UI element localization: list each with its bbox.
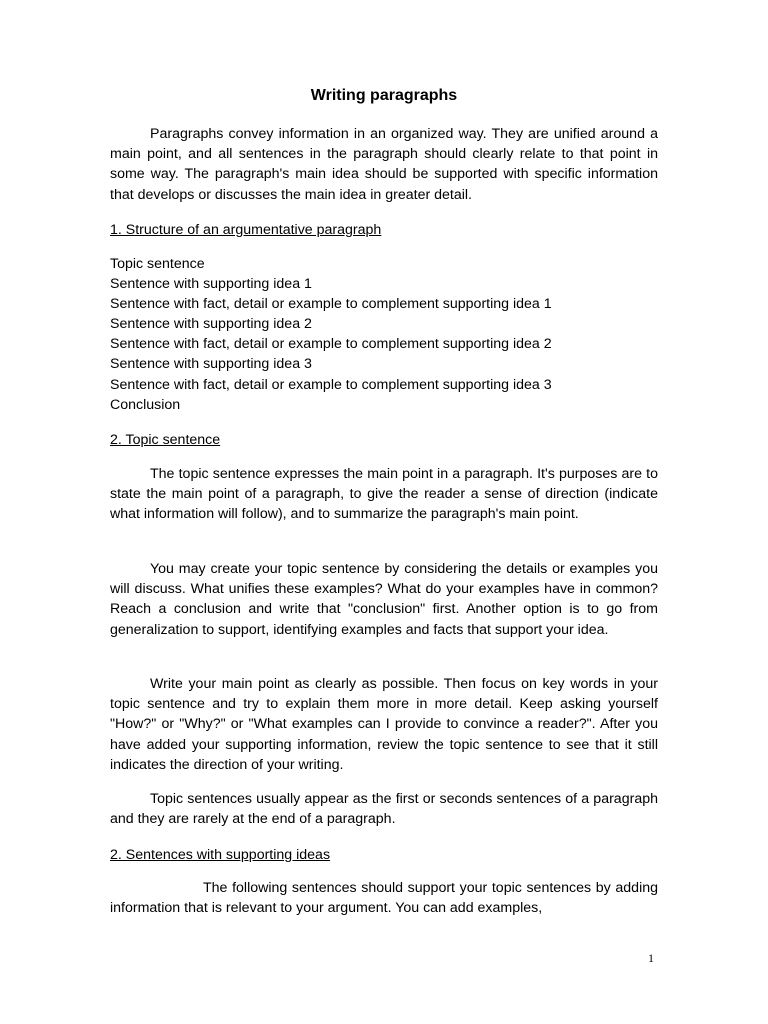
- page-number: 1: [648, 951, 654, 965]
- topic-sentence-paragraph-1: The topic sentence expresses the main point in a paragraph. It's purposes are to state the main point of a paragraph, to give the reader a sense of direction (indicate what information will follow), and to summarize the paragraph's main point.: [110, 466, 658, 523]
- list-item: Topic sentence: [110, 256, 205, 272]
- list-item: Sentence with supporting idea 1: [110, 276, 312, 293]
- list-item: Sentence with fact, detail or example to complement supporting idea 1: [110, 296, 552, 313]
- topic-sentence-paragraph-4: Topic sentences usually appear as the first or seconds sentences of a paragraph and they are rarely at the end of a paragraph.: [110, 791, 658, 828]
- page-title: Writing paragraphs: [310, 87, 458, 104]
- list-item: Conclusion: [110, 396, 181, 413]
- supporting-ideas-paragraph: The following sentences should support your topic sentences by adding information that is relevant to your argument. You can add examples,: [110, 880, 658, 917]
- section-heading-structure: 1. Structure of an argumentative paragraph: [110, 222, 382, 238]
- topic-sentence-paragraph-3: Write your main point as clearly as possible. Then focus on key words in your topic sentence and try to explain them more in more detail. Keep asking yourself "How?" or "Why?" or "What examples can I provide to convince a reader?". After you have added your supporting information, review the topic sentence to see that it still indicates the direction of your writing.: [110, 676, 658, 773]
- section-heading-supporting-ideas: 2. Sentences with supporting ideas: [110, 847, 331, 863]
- topic-sentence-paragraph-2: You may create your topic sentence by considering the details or examples you will discuss. What unifies these examples? What do your examples have in common? Reach a conclusion and write that "conclusion" first. Another option is to go from generalization to support, identifying examples and facts that support your idea.: [110, 561, 658, 638]
- list-item: Sentence with supporting idea 2: [110, 316, 312, 333]
- structure-list: [110, 254, 670, 415]
- list-item: Sentence with fact, detail or example to complement supporting idea 2: [110, 336, 552, 353]
- section-heading-topic-sentence: 2. Topic sentence: [110, 432, 221, 448]
- list-item: Sentence with fact, detail or example to complement supporting idea 3: [110, 376, 552, 393]
- list-item: Sentence with supporting idea 3: [110, 356, 312, 373]
- intro-paragraph: Paragraphs convey information in an organized way. They are unified around a main point, and all sentences in the paragraph should clearly relate to that point in some way. The paragraph's main idea should be supported with specific information that develops or discusses the main idea in greater detail.: [110, 126, 658, 203]
